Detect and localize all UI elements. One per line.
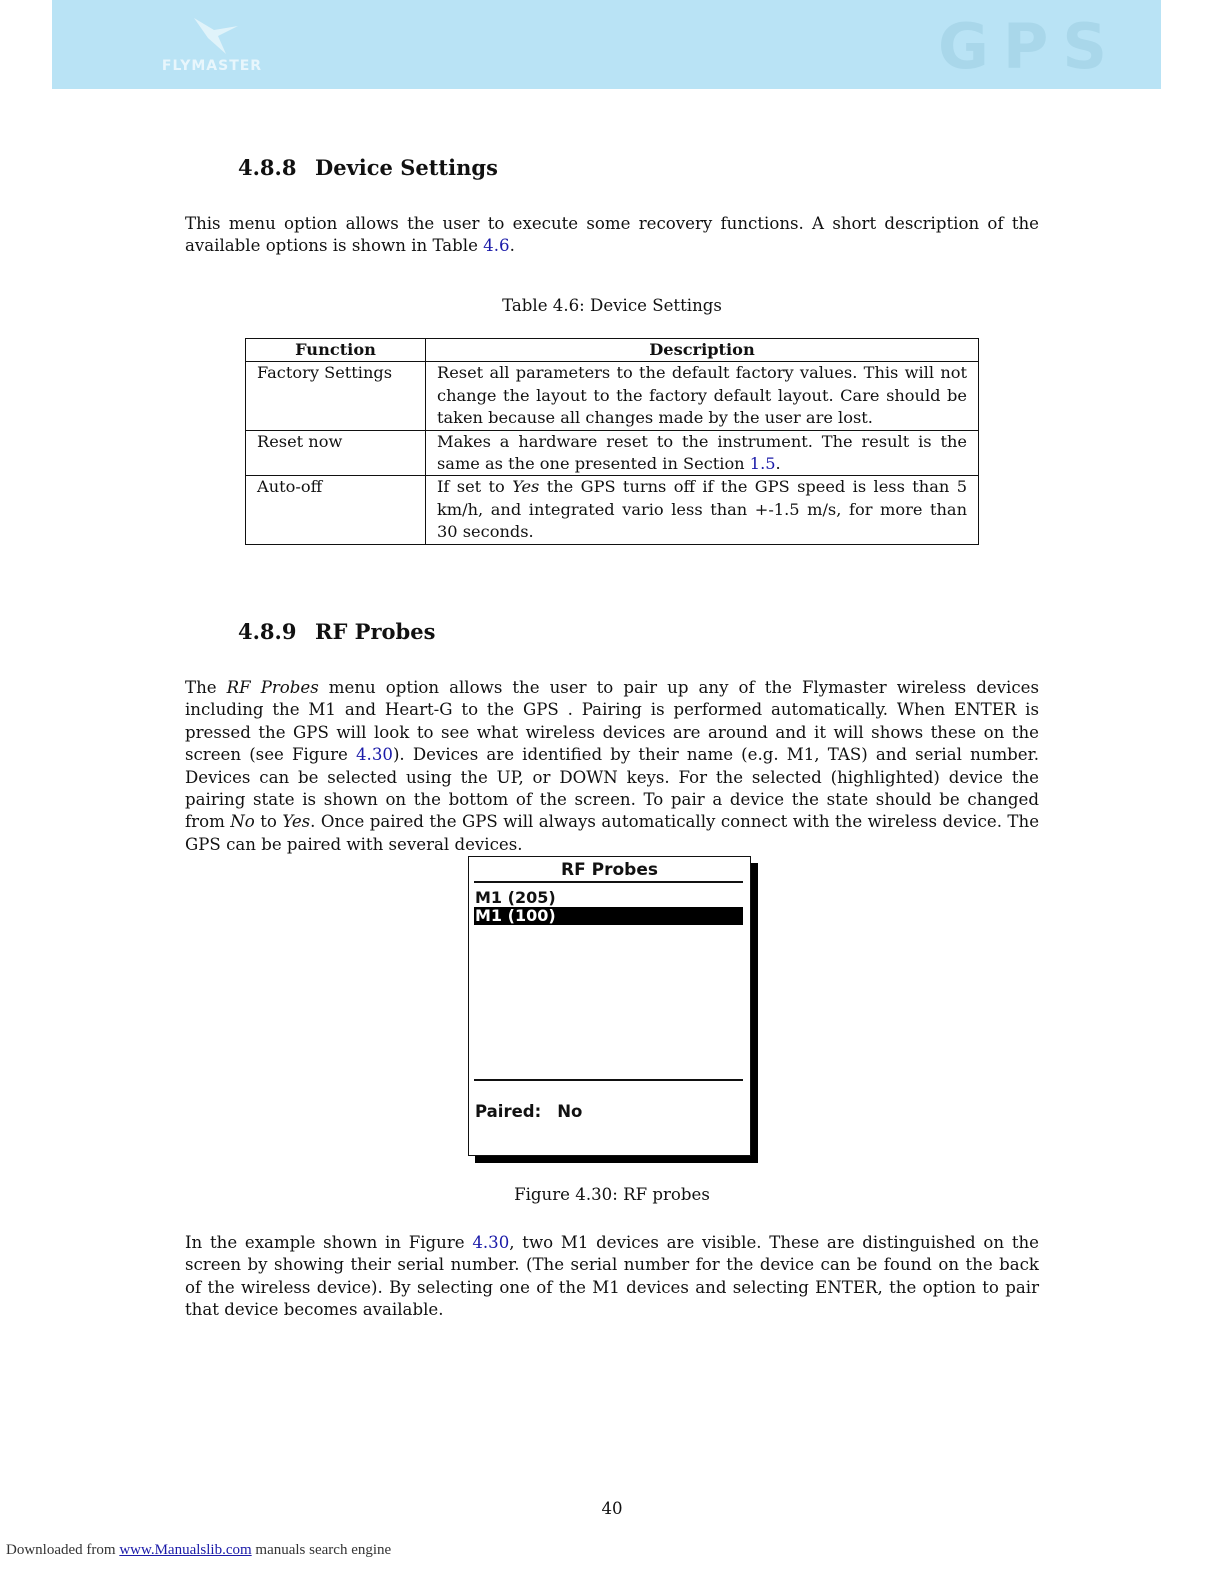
description-text: Makes a hardware reset to the instrument. The result is the same as the one presented in Section [437, 431, 967, 474]
flymaster-logo [152, 10, 272, 82]
column-header-description: Description [426, 339, 979, 362]
paired-status [475, 1102, 582, 1121]
section-reference-link[interactable]: 1.5 [749, 454, 776, 474]
rf-probes-description [185, 677, 1039, 856]
paragraph-emphasis: Yes [282, 812, 311, 832]
footer-text: Downloaded from [6, 1542, 120, 1558]
paragraph-text: , two M1 devices are visible. These are distinguished on the screen by showing their serial number. (The serial number for the device can be found on the back of the wireless device). By selecting one of the M1 devices and selecting ENTER, the option to pair that device becomes available. [185, 1233, 1039, 1320]
paragraph-text: ). Devices are identified by their name (e.g. M1, TAS) and serial number. Devices can be selected using the UP, or DOWN keys. For the selected (highlighted) device the pairing state is shown on the bottom of the screen. To pair a device the state should be changed from [185, 745, 1040, 832]
table-reference-link[interactable]: 4.6 [483, 236, 510, 256]
function-cell: Factory Settings [246, 362, 426, 430]
paragraph-text: to [254, 812, 283, 832]
gps-product-logo: GPS [938, 10, 1121, 83]
description-text-end: the GPS turns off if the GPS speed is less than 5 km/h, and integrated vario less than +-1.5 m/s, for more than 30 seconds. [437, 477, 967, 542]
download-footer [6, 1542, 391, 1559]
paired-label: Paired: [475, 1102, 542, 1121]
paragraph-text: In the example shown in Figure [185, 1233, 473, 1252]
description-cell [426, 430, 979, 476]
figure-reference-link[interactable]: 4.30 [355, 745, 393, 765]
description-cell [426, 476, 979, 544]
brand-text: FLYMASTER [161, 58, 263, 74]
device-settings-table [245, 338, 979, 545]
paragraph-emphasis: RF Probes [226, 678, 319, 697]
section-number: 4.8.8 [238, 155, 297, 180]
section-heading-device-settings [238, 155, 498, 180]
column-header-function: Function [246, 339, 426, 362]
figure-reference-link[interactable]: 4.30 [472, 1233, 510, 1252]
rf-probes-device-screen [468, 856, 751, 1156]
table-row [246, 362, 979, 430]
table-caption: Table 4.6: Device Settings [502, 296, 722, 315]
probe-list-item[interactable]: M1 (205) [475, 888, 556, 907]
intro-text-end: . [509, 236, 515, 256]
screen-title: RF Probes [561, 860, 658, 880]
rf-probes-example [185, 1232, 1039, 1322]
footer-text-end: manuals search engine [251, 1542, 392, 1558]
section-heading-rf-probes [238, 619, 435, 644]
wing-icon [192, 14, 242, 58]
description-text-end: . [775, 454, 781, 474]
probe-list-item-selected[interactable]: M1 (100) [474, 907, 743, 925]
paragraph-text: menu option allows the user to pair up any of the Flymaster wireless devices including the M1 and Heart-G to the GPS . Pairing is performed automatically. When ENTER is pressed the GPS will look to see what wireless devices are around and it will shows these on the screen (see Figure [185, 678, 1039, 765]
description-text: If set to [437, 477, 513, 497]
paragraph-emphasis: No [230, 812, 255, 832]
figure-caption: Figure 4.30: RF probes [514, 1185, 710, 1204]
paired-value[interactable]: No [557, 1102, 583, 1121]
manualslib-link[interactable]: www.Manualslib.com [119, 1542, 252, 1558]
section-title: Device Settings [315, 155, 498, 180]
paragraph-text: . Once paired the GPS will always automatically connect with the wireless device. The GPS can be paired with several devices. [185, 812, 1040, 854]
description-cell: Reset all parameters to the default factory values. This will not change the layout to the factory default layout. Care should be taken because all changes made by the user are lost. [426, 362, 979, 430]
function-cell: Auto-off [246, 476, 426, 544]
header-banner [52, 0, 1161, 89]
section-number: 4.8.9 [238, 619, 297, 644]
screen-divider [474, 881, 743, 883]
description-emphasis: Yes [512, 477, 540, 497]
page-number: 40 [601, 1499, 623, 1518]
table-row [246, 476, 979, 544]
screen-divider [474, 1079, 743, 1081]
device-settings-intro [185, 213, 1039, 258]
paragraph-text: The [185, 678, 227, 697]
table-header-row [246, 339, 979, 362]
table-row [246, 430, 979, 476]
function-cell: Reset now [246, 430, 426, 476]
section-title: RF Probes [315, 619, 436, 644]
intro-text: This menu option allows the user to execute some recovery functions. A short description of the available options is shown in Table [185, 214, 1039, 256]
